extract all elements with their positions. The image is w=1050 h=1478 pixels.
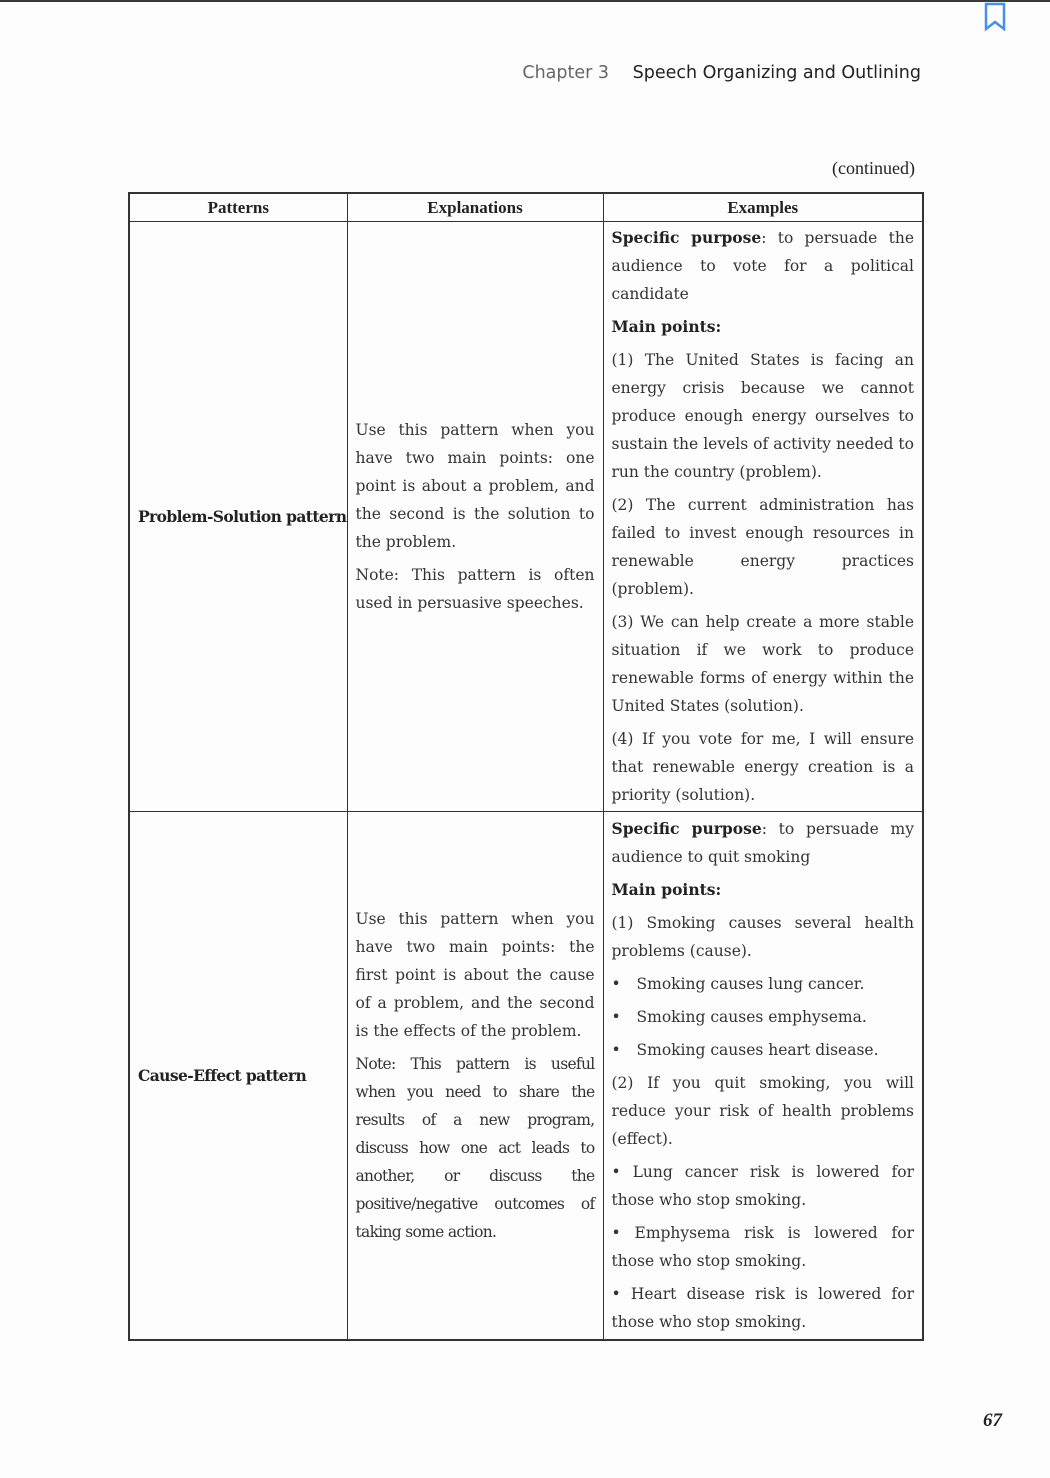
- chapter-number: Chapter 3: [522, 63, 610, 83]
- table-header-row: [129, 193, 923, 222]
- table-row-problem-solution: [129, 222, 923, 812]
- main-point: (1) Smoking causes several health problems (cause).: [611, 913, 914, 960]
- bullet-item: • Smoking causes lung cancer.: [612, 970, 915, 998]
- explanation-cell: [347, 812, 603, 1340]
- column-header-examples: Examples: [603, 193, 923, 222]
- explanation-note: Note: This pattern is often used in persuasive speeches.: [355, 566, 595, 612]
- bullet-item: • Emphysema risk is lowered for those who stop smoking.: [612, 1219, 915, 1275]
- page-top-edge: [0, 0, 1050, 2]
- column-header-explanations: Explanations: [347, 193, 603, 222]
- explanation-text: Use this pattern when you have two main points: one point is about a problem, and the second is the solution to the problem.: [355, 421, 595, 551]
- pattern-name: Cause-Effect pattern: [129, 812, 347, 1340]
- specific-purpose-label: Specific purpose: [611, 228, 762, 247]
- bullet-item: • Smoking causes heart disease.: [612, 1036, 915, 1064]
- specific-purpose-label: Specific purpose: [611, 818, 762, 838]
- page-number: 67: [983, 1410, 1002, 1431]
- bullet-item: • Smoking causes emphysema.: [612, 1003, 915, 1031]
- bullet-item: • Lung cancer risk is lowered for those who stop smoking.: [612, 1158, 915, 1214]
- main-points-label: Main points:: [611, 879, 722, 899]
- chapter-title: Speech Organizing and Outlining: [632, 63, 921, 83]
- main-points-label: Main points:: [611, 317, 722, 336]
- bookmark-icon[interactable]: [983, 2, 1007, 32]
- explanation-text: Use this pattern when you have two main points: the first point is about the cause of a problem, and the second is the effects of the problem.: [355, 909, 595, 1040]
- bullet-item: • Heart disease risk is lowered for those who stop smoking.: [612, 1280, 915, 1336]
- main-point: (3) We can help create a more stable situation if we work to produce renewable forms of energy within the United States (solution).: [611, 613, 914, 715]
- main-point: (2) If you quit smoking, you will reduce your risk of health problems (effect).: [611, 1073, 914, 1148]
- running-header: [522, 63, 921, 83]
- example-cell: [603, 222, 923, 812]
- specific-purpose: [612, 815, 915, 871]
- patterns-table: [128, 192, 924, 1341]
- column-header-patterns: Patterns: [129, 193, 347, 222]
- continued-label: (continued): [832, 158, 915, 178]
- main-point: (1) The United States is facing an energy crisis because we cannot produce enough energy ourselves to sustain the levels of activity needed to run the country (problem).: [611, 351, 914, 481]
- main-point: (2) The current administration has failed to invest enough resources in renewable energy practices (problem).: [611, 496, 914, 598]
- main-point: (4) If you vote for me, I will ensure that renewable energy creation is a priority (solution).: [611, 730, 914, 804]
- specific-purpose: [612, 224, 915, 308]
- example-cell: [603, 812, 923, 1340]
- specific-purpose-text: : to persuade the audience to vote for a political candidate: [611, 229, 914, 303]
- table-row-cause-effect: [129, 812, 923, 1340]
- specific-purpose-text: : to persuade my audience to quit smoking: [611, 819, 914, 866]
- explanation-note: Note: This pattern is useful when you need to share the results of a new program, discuss how one act leads to another, or discuss the positive/negative outcomes of taking some action.: [355, 1054, 595, 1241]
- explanation-cell: [347, 222, 603, 812]
- pattern-name: Problem-Solution pattern: [129, 222, 347, 812]
